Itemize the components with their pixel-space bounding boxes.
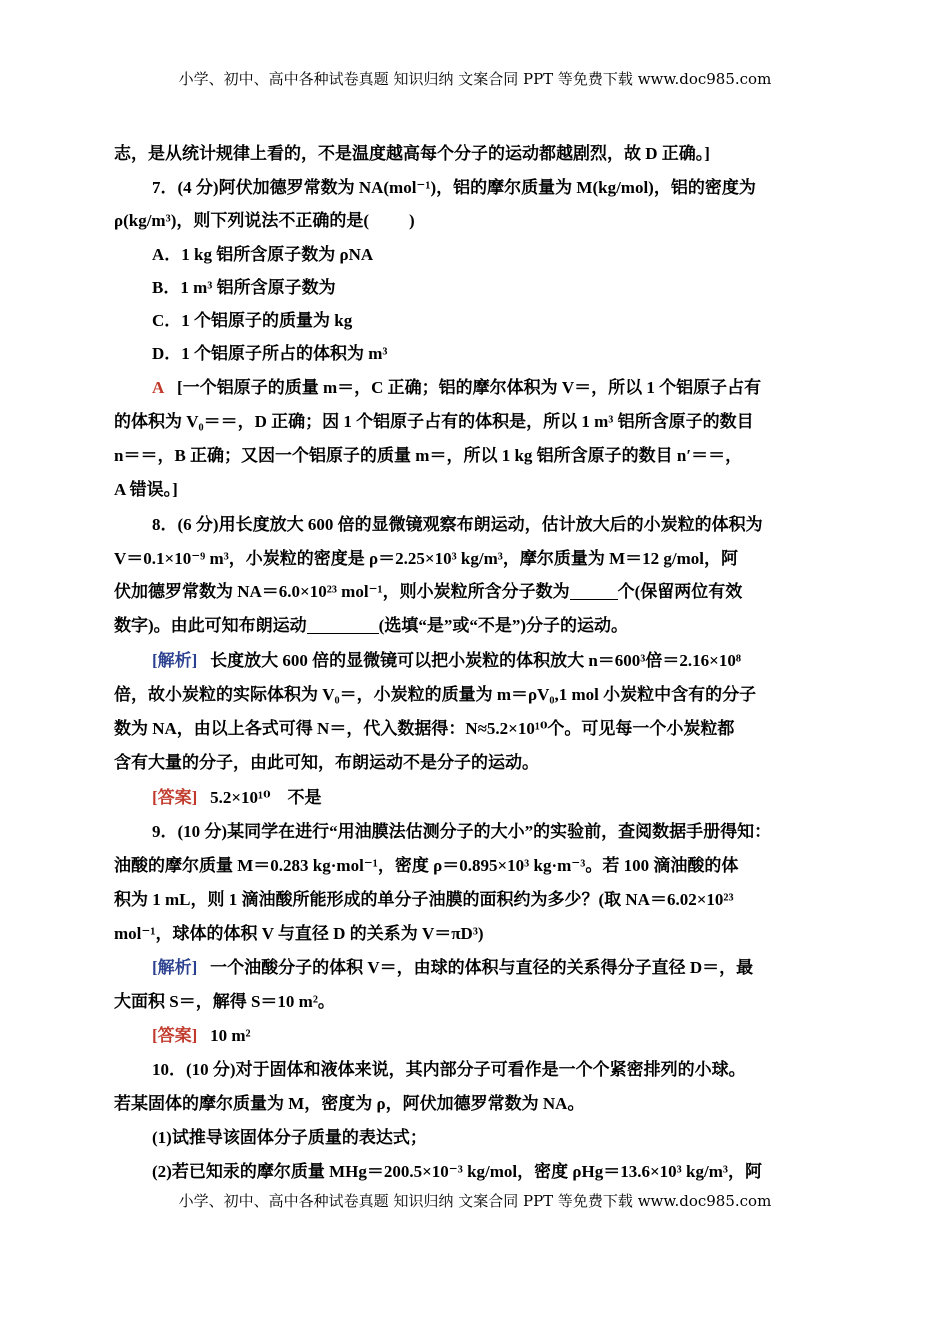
answer-tag: [答案] [152,1026,198,1045]
text: (选填“是”或“不是”)分子的运动。 [378,616,628,635]
answer-blank [570,581,618,600]
option-a: A．1 kg 铝所含原子数为 ρNA [152,245,374,264]
solution-line: A 错误。] [114,480,178,499]
question-9-stem: 9．(10 分)某同学在进行“用油膜法估测分子的大小”的实验前，查阅数据手册得知： [152,822,772,841]
solution-line [152,376,882,400]
question-9-stem: 油酸的摩尔质量 M＝0.283 kg·mol⁻¹，密度 ρ＝0.895×10³ kg·m⁻³。若 100 滴油酸的体 [114,856,739,875]
analysis-line: 数为 NA，由以上各式可得 N＝，代入数据得：N≈5.2×10¹⁰个。可见每一个小炭粒都 [114,719,735,738]
option-b: B．1 m³ 铝所含原子数为 [152,278,336,297]
solution-line: 的体积为 V₀＝＝，D 正确；因 1 个铝原子占有的体积是，所以 1 m³ 铝所含原子的数目 [114,412,754,431]
answer-line [152,1024,882,1048]
question-7-stem [114,209,844,233]
question-8-stem [114,614,844,638]
text-line: 志，是从统计规律上看的，不是温度越高每个分子的运动都越剧烈，故 D 正确。] [114,144,710,163]
text: [一个铝原子的质量 m＝，C 正确；铝的摩尔体积为 V＝，所以 1 个铝原子占有 [177,378,762,397]
answer-tag: [答案] [152,788,198,807]
option-d: D．1 个铝原子所占的体积为 m³ [152,344,388,363]
question-9-stem: mol⁻¹，球体的体积 V 与直径 D 的关系为 V＝πD³) [114,924,484,943]
question-10-stem: 10．(10 分)对于固体和液体来说，其内部分子可看作是一个个紧密排列的小球。 [152,1060,746,1079]
analysis-line: 倍，故小炭粒的实际体积为 V₀＝，小炭粒的质量为 m＝ρV₀,1 mol 小炭粒中含有的分子 [114,685,757,704]
analysis-line [152,649,882,673]
text: 个(保留两位有效 [617,582,743,601]
solution-line: n＝＝，B 正确；又因一个铝原子的质量 m＝，所以 1 kg 铝所含原子的数目 n′＝＝， [114,446,743,465]
question-10-stem: 若某固体的摩尔质量为 M，密度为 ρ，阿伏加德罗常数为 NA。 [114,1094,585,1113]
analysis-tag: [解析] [152,958,198,977]
text: ρ(kg/m³)，则下列说法不正确的是( [114,211,370,230]
question-10-part-2: (2)若已知汞的摩尔质量 MHg＝200.5×10⁻³ kg/mol，密度 ρHg＝13.6×10³ kg/m³，阿 [152,1162,762,1181]
question-8-stem [114,580,844,604]
text: 一个油酸分子的体积 V＝，由球的体积与直径的关系得分子直径 D＝，最 [210,958,754,977]
text: 数字)。由此可知布朗运动 [114,616,307,635]
text: 长度放大 600 倍的显微镜可以把小炭粒的体积放大 n＝600³倍＝2.16×10⁸ [210,651,741,670]
question-10-part-1: (1)试推导该固体分子质量的表达式； [152,1128,427,1147]
question-7-stem: 7．(4 分)阿伏加德罗常数为 NA(mol⁻¹)，铝的摩尔质量为 M(kg/mol)，铝的密度为 [152,178,756,197]
option-c: C．1 个铝原子的质量为 kg [152,311,353,330]
text: ) [409,211,415,230]
analysis-line [152,956,882,980]
page-footer: 小学、初中、高中各种试卷真题 知识归纳 文案合同 PPT 等免费下载 www.doc985.com [178,1192,772,1210]
analysis-line: 含有大量的分子，由此可知，布朗运动不是分子的运动。 [114,753,539,772]
page-header: 小学、初中、高中各种试卷真题 知识归纳 文案合同 PPT 等免费下载 www.doc985.com [178,70,772,88]
text: 10 m² [210,1026,251,1045]
text: 伏加德罗常数为 NA＝6.0×10²³ mol⁻¹，则小炭粒所含分子数为 [114,582,570,601]
analysis-tag: [解析] [152,651,198,670]
answer-line [152,786,882,810]
answer-blank [307,615,379,634]
analysis-line: 大面积 S＝，解得 S＝10 m²。 [114,992,335,1011]
text: 5.2×10¹⁰ 不是 [210,788,322,807]
question-9-stem: 积为 1 mL，则 1 滴油酸所能形成的单分子油膜的面积约为多少？(取 NA＝6.02×10²³ [114,890,734,909]
question-8-stem: 8．(6 分)用长度放大 600 倍的显微镜观察布朗运动，估计放大后的小炭粒的体积为 [152,515,763,534]
question-8-stem: V＝0.1×10⁻⁹ m³，小炭粒的密度是 ρ＝2.25×10³ kg/m³，摩尔质量为 M＝12 g/mol，阿 [114,549,739,568]
answer-letter: A [152,378,165,397]
